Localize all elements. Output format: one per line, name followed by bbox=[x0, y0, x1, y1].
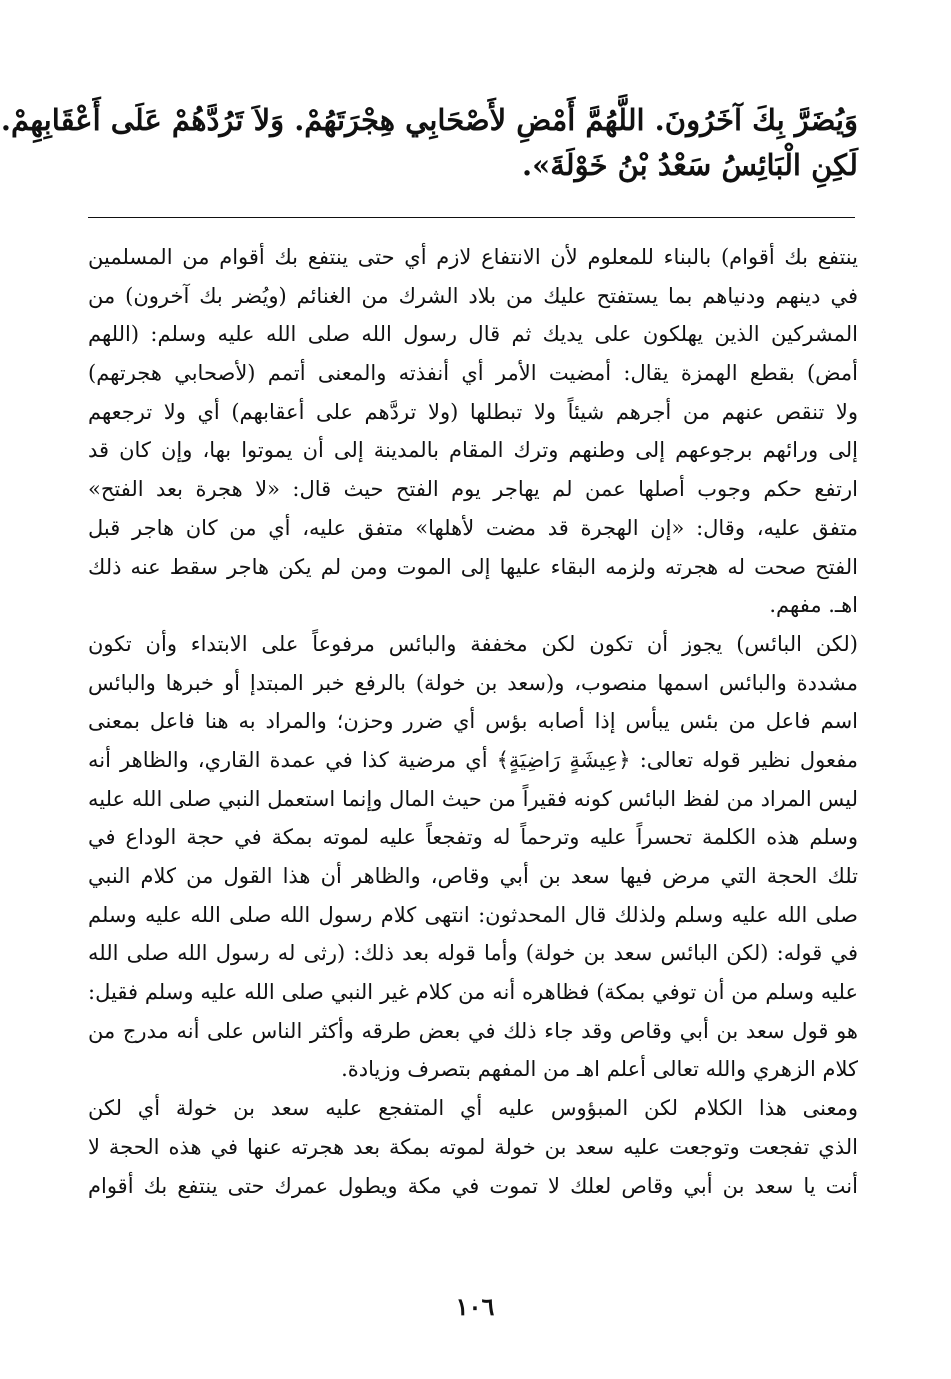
commentary-line: ليس المراد من لفظ البائس كونه فقيراً من حيث المال وإنما استعمل النبي صلى الله عليه bbox=[88, 786, 858, 811]
commentary-line: ارتفع حكم وجوب أصلها عمن لم يهاجر يوم الفتح حيث قال: «لا هجرة بعد الفتح» bbox=[88, 477, 858, 502]
commentary-line: مفعول نظير قوله تعالى: ﴿عِيشَةٍ رَاضِيَةٍ﴾ أي مرضية كذا في عمدة القاري، والظاهر أنه bbox=[88, 747, 858, 772]
commentary-line: (لكن البائس) يجوز أن تكون لكن مخففة والبائس مرفوعاً على الابتداء وأن تكون bbox=[88, 631, 858, 656]
hadith-text-line-1: وَيُضَرَّ بِكَ آخَرُونَ. اللَّهُمَّ أَمْضِ لأَصْحَابِي هِجْرَتَهُمْ. وَلاَ تَرُدَّهُمْ عَلَى أَعْقَابِهِمْ. bbox=[0, 103, 858, 137]
commentary-line: وسلم هذه الكلمة تحسراً عليه وترحماً له وتفجعاً عليه لموته بمكة في حجة الوداع في bbox=[88, 825, 858, 850]
commentary-line: كلام الزهري والله تعالى أعلم اهـ من المفهم بتصرف وزيادة. bbox=[341, 1057, 858, 1082]
commentary-line: أمض) بقطع الهمزة يقال: أمضيت الأمر أي أنفذته والمعنى أتمم (لأصحابي هجرتهم) bbox=[88, 361, 858, 386]
hadith-text-line-2: لَكِنِ الْبَائِسُ سَعْدُ بْنُ خَوْلَةَ». bbox=[521, 148, 858, 182]
commentary-line: ومعنى هذا الكلام لكن المبؤوس عليه أي المتفجع عليه سعد بن خولة أي لكن bbox=[88, 1096, 858, 1121]
page-number: ١٠٦ bbox=[455, 1292, 495, 1321]
commentary-line: إلى ورائهم برجوعهم إلى وطنهم وترك المقام بالمدينة إلى أن يموتوا بها، وإن كان قد bbox=[88, 438, 858, 463]
commentary-line: أنت يا سعد بن أبي وقاص لعلك لا تموت في مكة ويطول عمرك حتى ينتفع بك أقوام bbox=[88, 1173, 858, 1198]
commentary-line: عليه وسلم من أن توفي بمكة) فظاهره أنه من كلام غير النبي صلى الله عليه وسلم فقيل: bbox=[88, 980, 858, 1005]
commentary-line: اسم فاعل من بئس يبأس إذا أصابه بؤس أي ضرر وحزن؛ والمراد به هنا فاعل بمعنى bbox=[88, 709, 858, 734]
commentary-line: في قوله: (لكن البائس سعد بن خولة) وأما قوله بعد ذلك: (رثى له رسول الله صلى الله bbox=[88, 941, 858, 966]
commentary-line: تلك الحجة التي مرض فيها سعد بن أبي وقاص، والظاهر أن هذا القول من كلام النبي bbox=[88, 864, 858, 888]
commentary-line: ولا تنقص عنهم من أجرهم شيئاً ولا تبطلها (ولا تردَّهم على أعقابهم) أي ولا ترجعهم bbox=[88, 399, 858, 424]
commentary-line: مشددة والبائس اسمها منصوب، و(سعد بن خولة) بالرفع خبر المبتدإ أو خبرها والبائس bbox=[88, 670, 858, 695]
commentary-line: هو قول سعد بن أبي وقاص وقد جاء ذلك في بعض طرقه وأكثر الناس على أنه مدرج من bbox=[88, 1018, 858, 1043]
commentary-line: الذي تفجعت وتوجعت عليه سعد بن خولة لموته بمكة بعد هجرته عنها في هذه الحجة لا bbox=[88, 1134, 858, 1159]
footnote-divider bbox=[88, 217, 855, 218]
commentary-line: متفق عليه، وقال: «إن الهجرة قد مضت لأهلها» متفق عليه، أي من كان هاجر قبل bbox=[88, 515, 858, 540]
commentary-line: المشركين الذين يهلكون على يديك ثم قال رسول الله صلى الله عليه وسلم: (اللهم bbox=[88, 322, 858, 347]
commentary-line: الفتح صحت له هجرته ولزمه البقاء عليها إلى الموت ومن لم يكن هاجر سقط عنه ذلك bbox=[88, 554, 858, 579]
commentary-line: اهـ. مفهم. bbox=[769, 593, 858, 618]
commentary-line: صلى الله عليه وسلم ولذلك قال المحدثون: انتهى كلام رسول الله صلى الله عليه وسلم bbox=[88, 902, 858, 927]
commentary-line: في دينهم ودنياهم بما يستفتح عليك من بلاد الشرك من الغنائم (ويُضر بك آخرون) من bbox=[88, 283, 858, 308]
commentary-line: ينتفع بك أقوام) بالبناء للمعلوم لأن الانتفاع لازم أي حتى ينتفع بك أقوام من المسلمين bbox=[88, 245, 858, 269]
commentary-block bbox=[88, 238, 858, 1205]
